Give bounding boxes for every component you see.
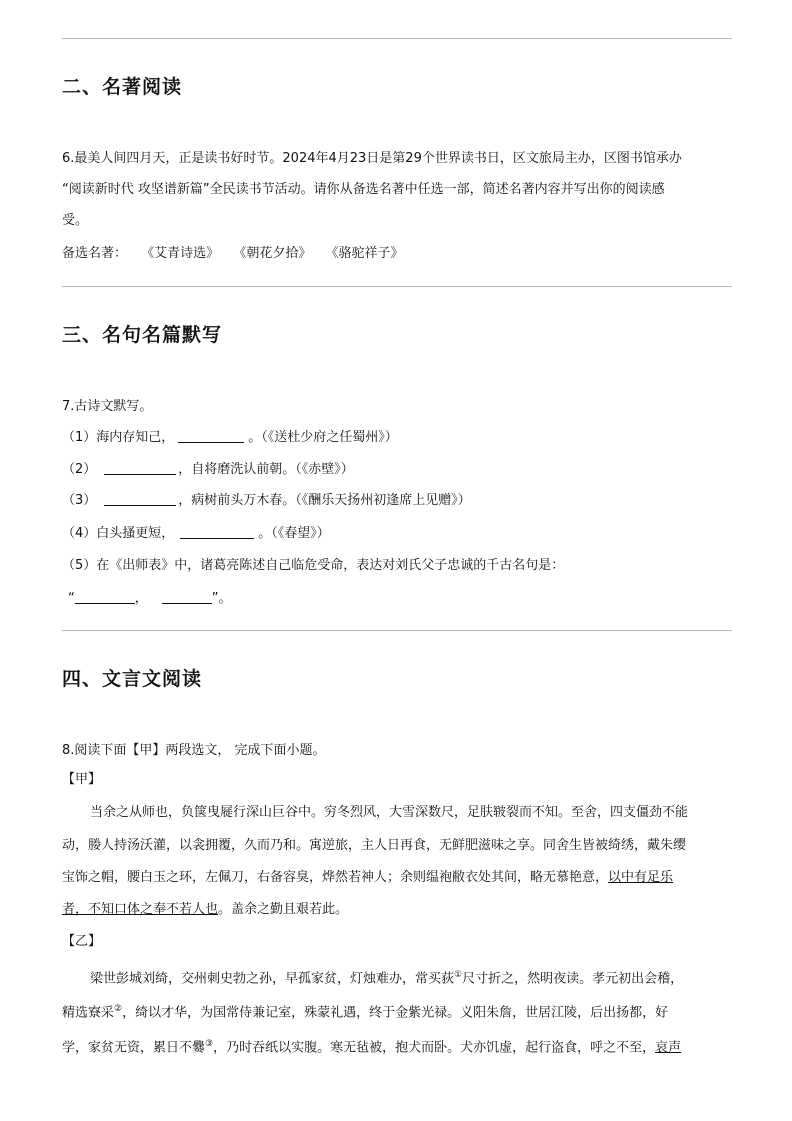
q7-title: 7.古诗文默写。	[62, 399, 153, 414]
item-text: 白头搔更短，	[96, 526, 175, 541]
jia-text: 。盖余之勤且艰若此。	[218, 902, 349, 917]
books-line	[62, 244, 403, 264]
jia-text: 宝饰之帽，腰白玉之环，左佩刀，右备容臭，烨然若神人；余则缊袍敝衣处其间，略无慕艳意，	[62, 870, 609, 885]
q7-item-5: （5）在《出师表》中，诸葛亮陈述自己临危受命，表达对刘氏父子忠诚的千古名句是：	[62, 558, 565, 573]
section-heading-3: 三、名句名篇默写	[62, 324, 223, 346]
jia-label: 【甲】	[62, 772, 102, 787]
q7-item-4	[62, 524, 330, 544]
yi-text: 学，家贫无资，累日不爨	[62, 1040, 206, 1056]
answer-blank[interactable]	[75, 589, 135, 604]
q8-title: 8.阅读下面【甲】两段选文， 完成下面小题。	[62, 743, 326, 758]
item-source: ，病树前头万木春。（《酬乐天扬州初逢席上见赠》）	[178, 493, 471, 508]
item-source: 。（《送杜少府之任蜀州》）	[248, 430, 398, 445]
yi-text: 梁世彭城刘绮，交州刺史勃之孙，早孤家贫，灯烛难办，常买荻	[90, 971, 455, 987]
q7-item-1	[62, 428, 398, 448]
divider	[62, 286, 732, 287]
item-text: 海内存知己，	[96, 430, 175, 445]
q6-line-2: “阅读新时代 攻坚谱新篇”全民读书节活动。请你从备选名著中任选一部，简述名著内容并写出你的阅读感	[62, 182, 665, 197]
item-source: 。（《春望》）	[258, 526, 330, 541]
comma: ，	[134, 591, 148, 606]
underlined-sentence: 以中有足乐	[608, 870, 674, 885]
books-label: 备选名著：	[62, 246, 128, 261]
yi-label: 【乙】	[62, 934, 102, 949]
note-marker: ②	[114, 1004, 123, 1014]
answer-blank[interactable]	[178, 428, 244, 443]
q7-item-3	[62, 491, 471, 511]
note-marker: ①	[454, 970, 463, 980]
note-marker: ③	[205, 1039, 214, 1049]
quote-open: “	[68, 591, 75, 606]
yi-line-1	[90, 965, 683, 989]
divider	[62, 630, 732, 631]
answer-blank[interactable]	[162, 589, 212, 604]
yi-line-2	[62, 999, 668, 1023]
item-number: （2）	[62, 462, 97, 477]
book-1: 《艾青诗选》	[141, 246, 220, 261]
yi-text: 精选寮采	[62, 1005, 115, 1021]
q7-item-5-answer	[62, 589, 232, 609]
item-source: ，自将磨洗认前朝。（《赤壁》）	[178, 462, 354, 477]
yi-text: 尺寸折之，然明夜读。孝元初出会稽，	[462, 971, 684, 987]
jia-line-4	[62, 900, 348, 920]
yi-text: ，绮以才华，为国常侍兼记室，殊蒙礼遇，终于金紫光禄。义阳朱詹，世居江陵，后出扬都，好	[122, 1005, 669, 1021]
answer-blank[interactable]	[180, 524, 254, 539]
answer-blank[interactable]	[104, 491, 176, 506]
yi-line-3	[62, 1034, 681, 1058]
item-number: （4）	[62, 526, 97, 541]
item-number: （1）	[62, 430, 97, 445]
yi-text: ，乃时吞纸以实腹。寒无毡被，抱犬而卧。犬亦饥虚，起行盗食，呼之不至，	[213, 1040, 656, 1056]
answer-blank[interactable]	[104, 460, 176, 475]
underlined-sentence: 者，不知口体之奉不若人也	[62, 902, 219, 917]
book-2: 《朝花夕拾》	[233, 246, 312, 261]
quote-close: ”。	[211, 591, 232, 606]
book-3: 《骆驼祥子》	[325, 246, 404, 261]
jia-line-3	[62, 868, 673, 888]
divider	[62, 38, 732, 39]
section-heading-2: 二、名著阅读	[62, 76, 183, 98]
jia-line-1: 当余之从师也，负箧曳屣行深山巨谷中。穷冬烈风，大雪深数尺，足肤皲裂而不知。至舍，四支僵劲不能	[90, 805, 689, 820]
q7-item-2	[62, 460, 354, 480]
q6-line-3: 受。	[62, 213, 89, 228]
jia-line-2: 动，媵人持汤沃灌，以衾拥覆，久而乃和。寓逆旅，主人日再食，无鲜肥滋味之享。同舍生皆被绮绣，戴朱缨	[62, 838, 687, 853]
q6-line-1: 6.最美人间四月天，正是读书好时节。2024年4月23日是第29个世界读书日，区文旅局主办，区图书馆承办	[62, 151, 682, 166]
item-number: （3）	[62, 493, 97, 508]
underlined-sentence: 哀声	[655, 1040, 682, 1056]
section-heading-4: 四、文言文阅读	[62, 668, 203, 690]
